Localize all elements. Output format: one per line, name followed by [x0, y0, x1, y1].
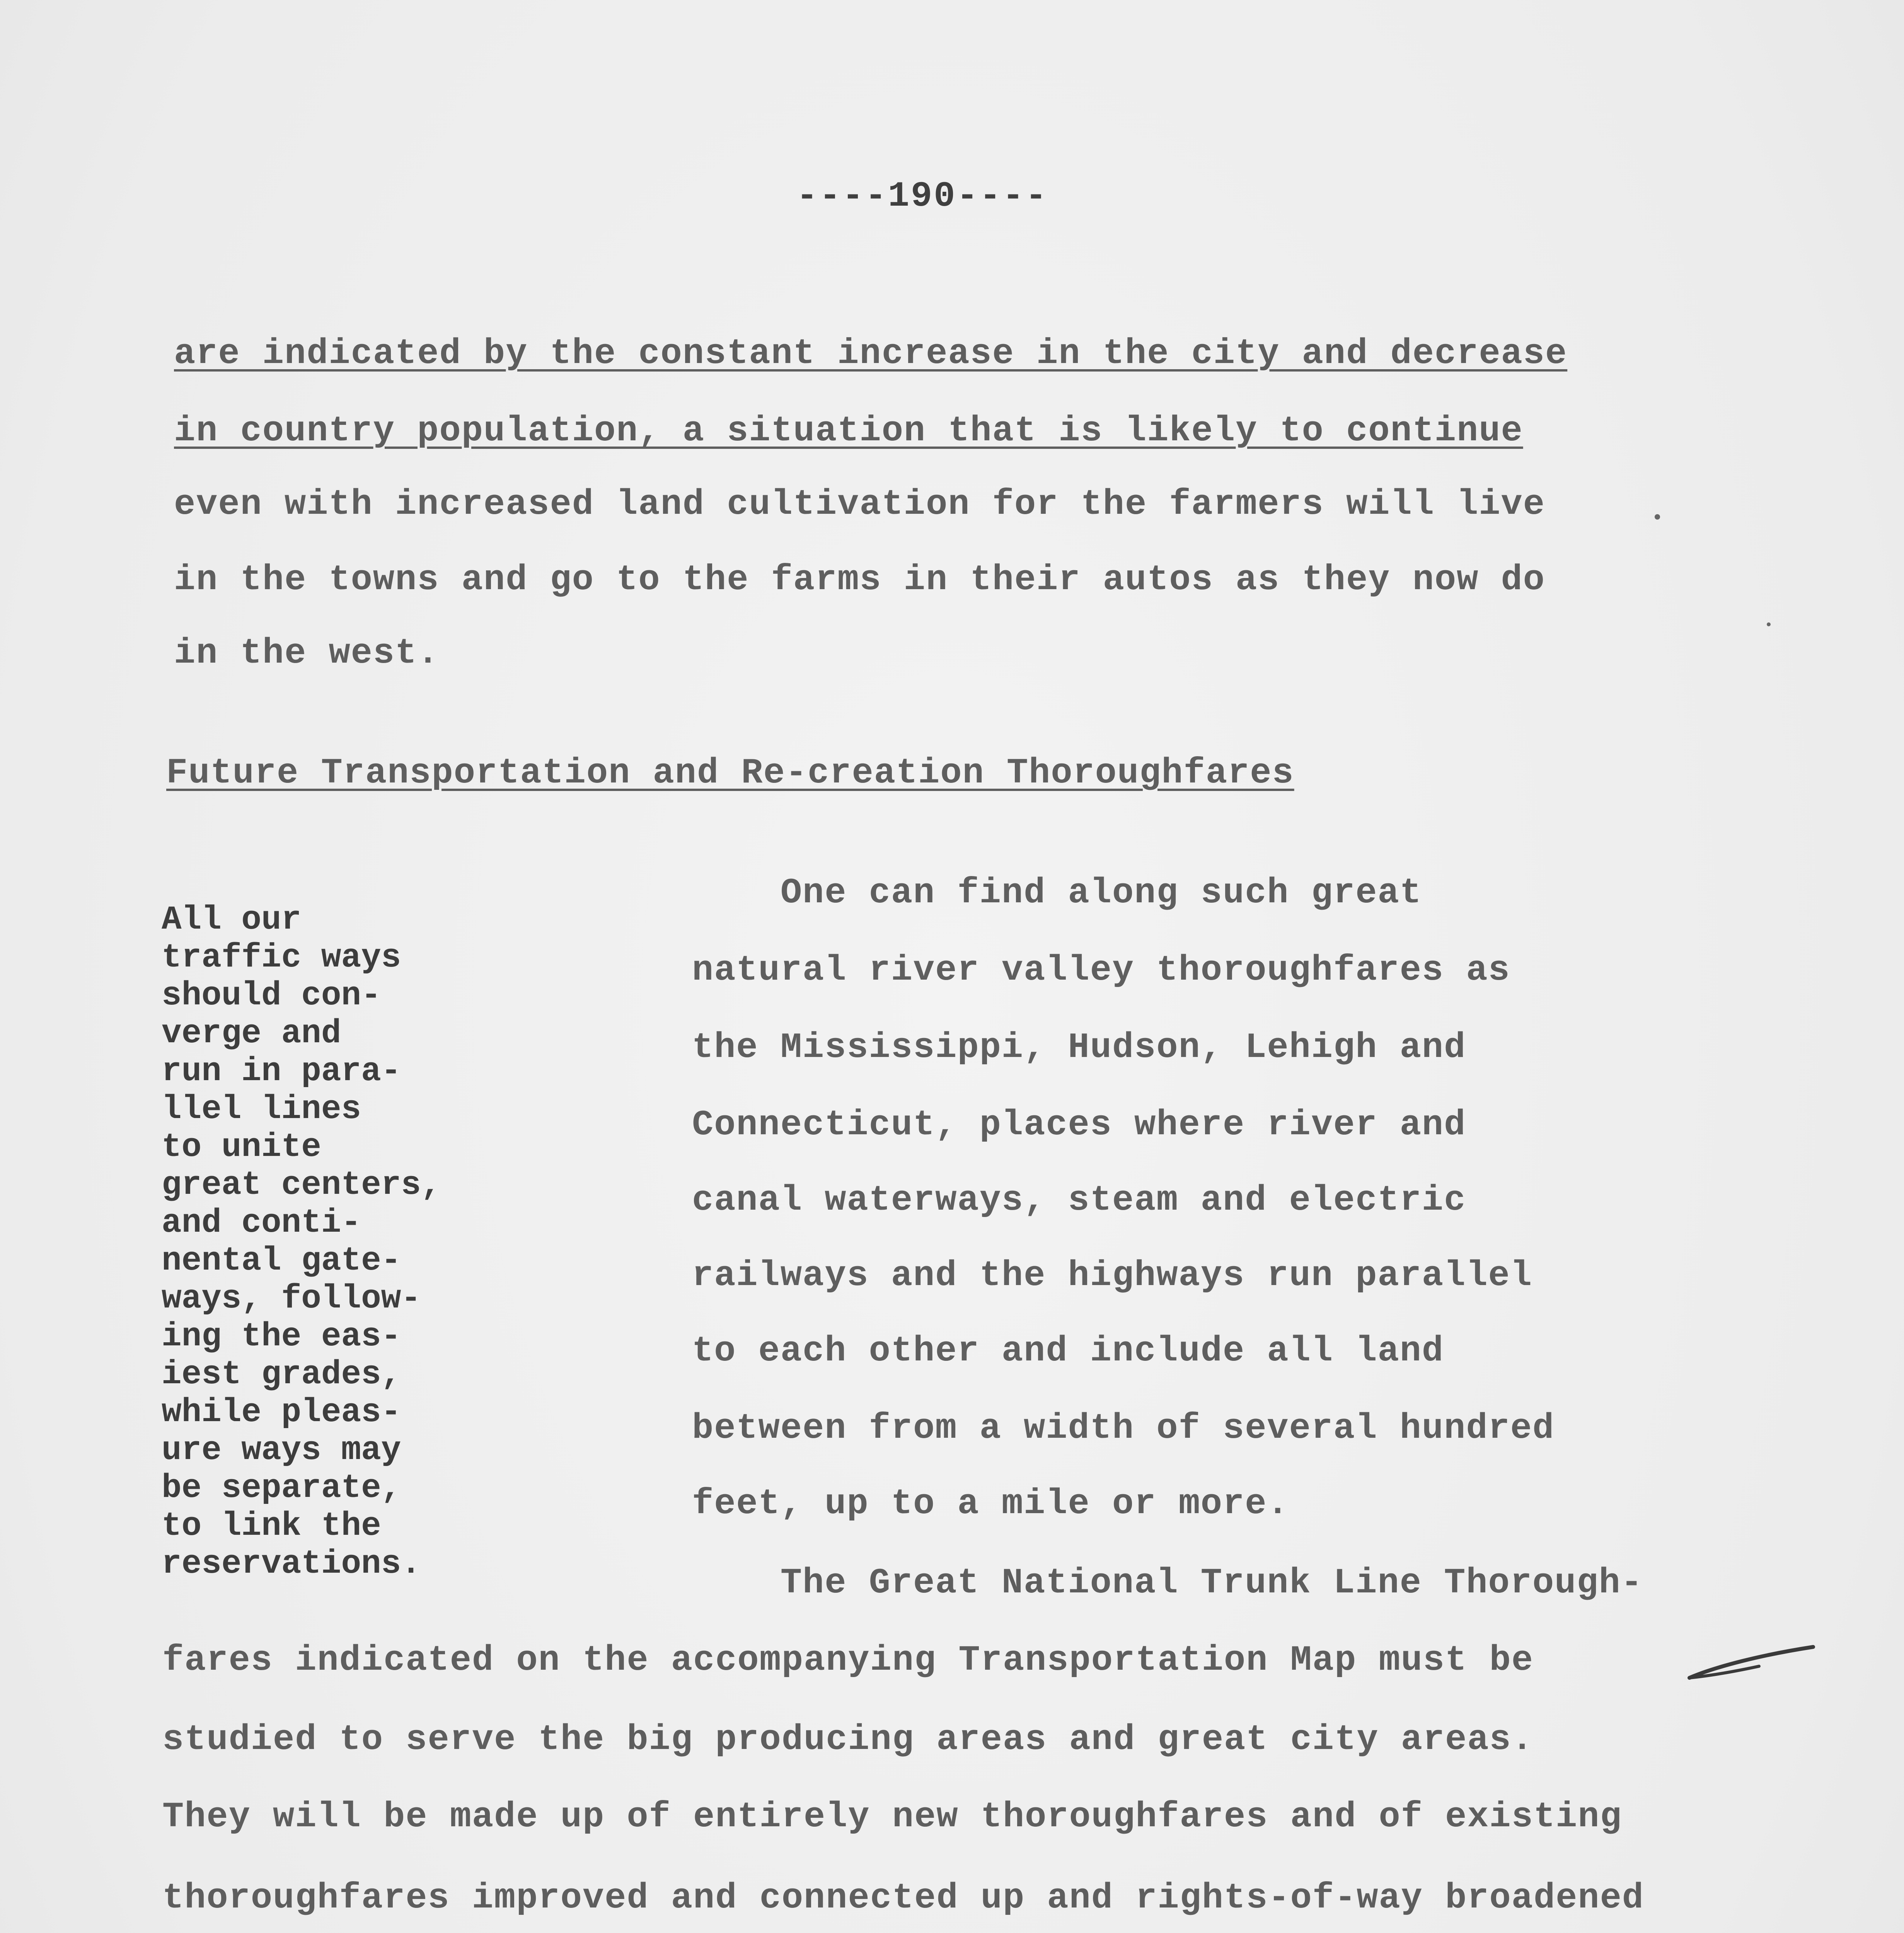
text-line: canal waterways, steam and electric [692, 1180, 1466, 1220]
text-line: in the towns and go to the farms in their autos as they now do [174, 559, 1545, 600]
text-line: in country population, a situation that is likely to continue [174, 411, 1523, 451]
text-line: One can find along such great [692, 873, 1422, 913]
insertion-mark-icon [1686, 1635, 1848, 1697]
text-line: studied to serve the big producing areas and great city areas. [162, 1719, 1534, 1760]
text-line: even with increased land cultivation for the farmers will live [174, 484, 1545, 525]
text-line: thoroughfares improved and connected up and rights-of-way broadened [162, 1878, 1645, 1918]
text-line: between from a width of several hundred [692, 1408, 1555, 1449]
margin-note: All our traffic ways should con- verge and run in para- llel lines to unite great centers, and conti- nental gate- ways, follow- ing the eas- iest grades, while pleas- ure ways may be separate, to link the reservations. [162, 901, 441, 1583]
text-line: The Great National Trunk Line Thorough- [692, 1563, 1643, 1603]
text-line: Connecticut, places where river and [692, 1105, 1466, 1145]
text-line: fares indicated on the accompanying Transportation Map must be [162, 1640, 1534, 1681]
page-number: ----190---- [796, 176, 1048, 216]
speck-mark [1655, 514, 1660, 520]
section-heading: Future Transportation and Re-creation Thoroughfares [166, 753, 1294, 793]
text-line: railways and the highways run parallel [692, 1255, 1532, 1296]
text-line: natural river valley thoroughfares as [692, 950, 1510, 990]
text-line: to each other and include all land [692, 1331, 1444, 1371]
speck-mark [1767, 622, 1771, 626]
text-line: are indicated by the constant increase in the city and decrease [174, 333, 1568, 374]
text-line: They will be made up of entirely new thoroughfares and of existing [162, 1797, 1622, 1837]
text-line: feet, up to a mile or more. [692, 1483, 1289, 1524]
text-line: the Mississippi, Hudson, Lehigh and [692, 1027, 1466, 1068]
text-line: in the west. [174, 633, 440, 673]
